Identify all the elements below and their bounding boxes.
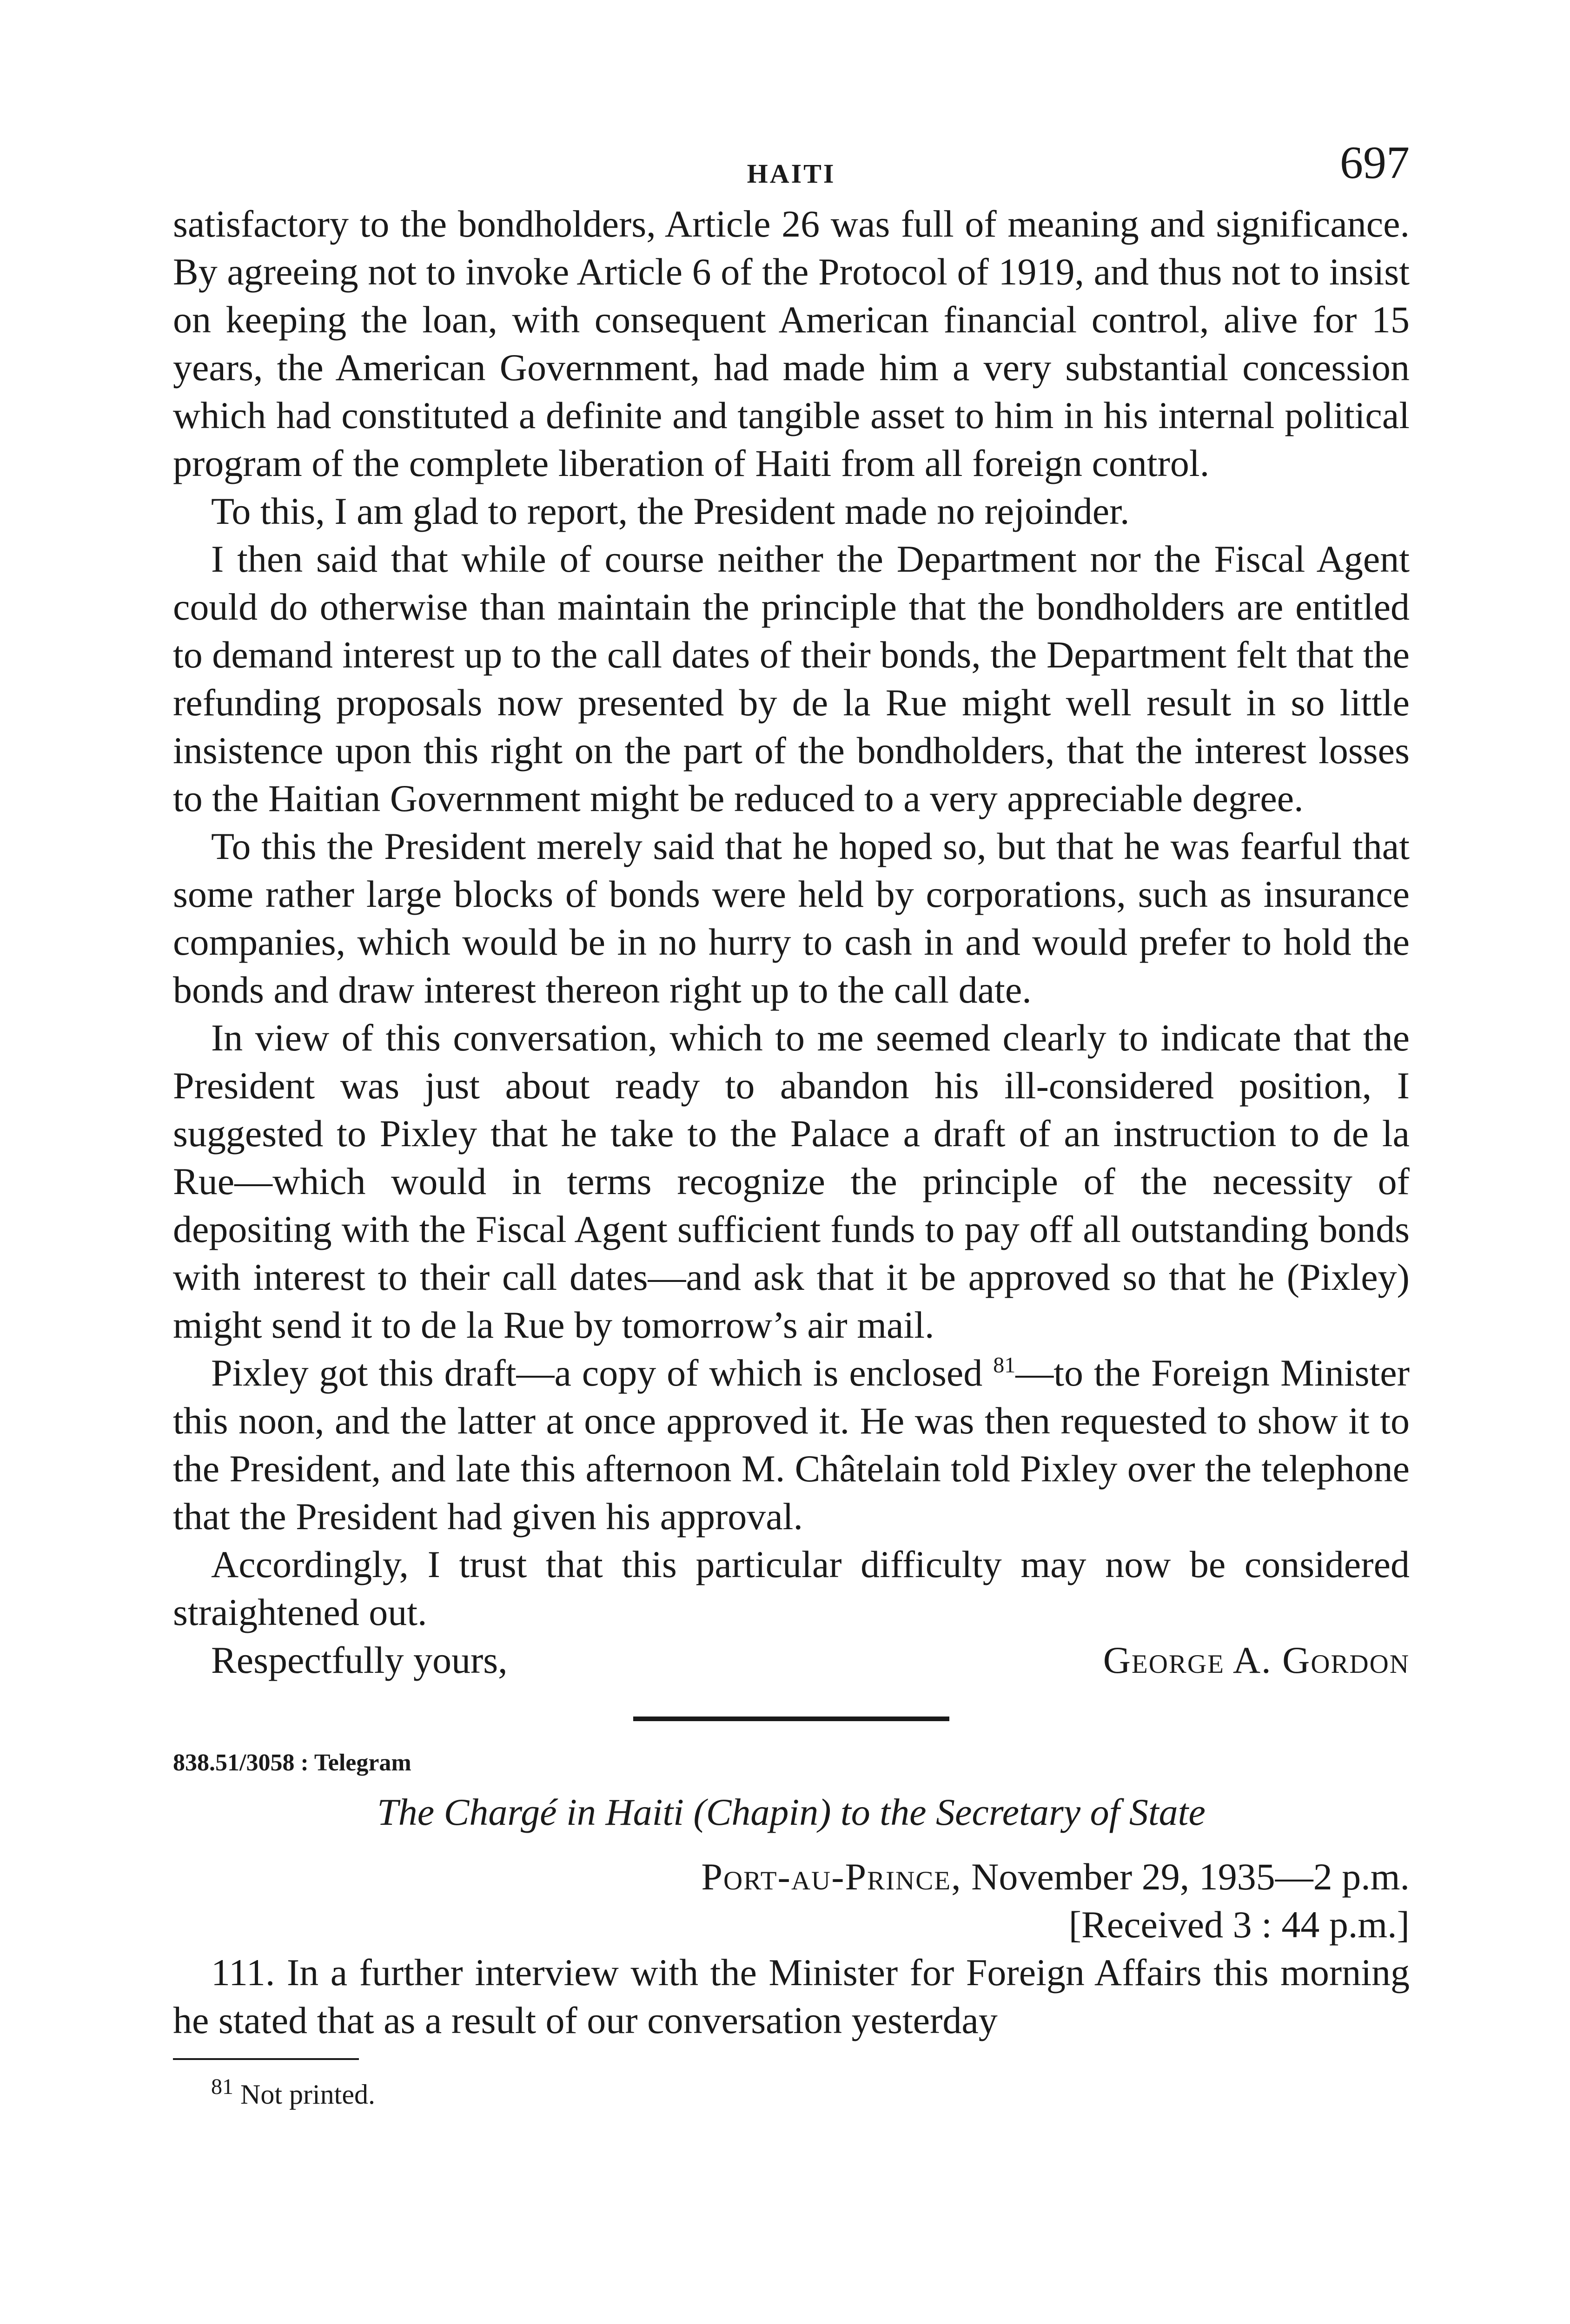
paragraph: satisfactory to the bondholders, Article 26 was full of meaning and significance. By agreeing not to invoke Article 6 of the Protocol of 1919, and thus not to insist on keeping the loan, with consequent American financial control, alive for 15 years, the American Government, had made him a very substantial concession which had constituted a definite and tangible asset to him in his internal political program of the complete liberation of Haiti from all foreign control. [173, 203, 1410, 484]
date: November 29, 1935—2 p.m. [961, 1855, 1410, 1898]
paragraph: I then said that while of course neither the Department nor the Fiscal Agent could do otherwise than maintain the principle that the bondholders are entitled to demand interest up to the call dates of their bonds, the Department felt that the refunding proposals now presented by de la Rue might well result in so little insistence upon this right on the part of the bondholders, that the interest losses to the Haitian Government might be reduced to a very appreciable degree. [173, 538, 1410, 819]
section-divider [633, 1717, 949, 1721]
paragraph: Accordingly, I trust that this particular difficulty may now be considered straightened out. [173, 1543, 1410, 1633]
dateline [173, 1853, 1410, 1948]
place-date [173, 1853, 1410, 1901]
running-head [173, 139, 1410, 200]
document-title: The Chargé in Haiti (Chapin) to the Secretary of State [377, 1791, 1206, 1833]
telegram-body [173, 1948, 1410, 2044]
footnote-number: 81 [211, 2074, 233, 2099]
paragraph: In view of this conversation, which to me seemed clearly to indicate that the President was just about ready to abandon his ill-considered position, I suggested to Pixley that he take to the Palace a draft of an instruction to de la Rue—which would in terms recognize the principle of the necessity of depositing with the Fiscal Agent sufficient funds to pay off all outstanding bonds with interest to their call dates—and ask that it be approved so that he (Pixley) might send it to de la Rue by tomorrow’s air mail. [173, 1017, 1410, 1346]
received-time: [Received 3 : 44 p.m.] [1068, 1903, 1410, 1946]
paragraph: To this the President merely said that he hoped so, but that he was fearful that some rather large blocks of bonds were held by corporations, such as insurance companies, which would be in no hurry to cash in and would prefer to hold the bonds and draw interest thereon right up to the call date. [173, 825, 1410, 1011]
paragraph: To this, I am glad to report, the President made no rejoinder. [211, 490, 1130, 532]
place: Port-au-Prince, [701, 1855, 962, 1898]
signatory-name: George A. Gordon [1103, 1639, 1410, 1681]
footnote-text: Not printed. [233, 2079, 375, 2110]
paragraph-text: Pixley got this draft—a copy of which is enclosed [211, 1352, 994, 1394]
signature-block [173, 1636, 1410, 1684]
letter-body [173, 200, 1410, 1684]
page-number: 697 [1340, 137, 1410, 188]
footnote [173, 2074, 1410, 2111]
paragraph-text: —to the Foreign Minister this noon, and the latter at once approved it. He was then requested to show it to the President, and late this afternoon M. Châtelain told Pixley over the telephone that the President had given his approval. [173, 1352, 1410, 1538]
running-title: HAITI [747, 158, 836, 189]
closing: Respectfully yours, [211, 1639, 508, 1681]
paragraph: 111. In a further interview with the Minister for Foreign Affairs this morning he stated that as a result of our conversation yesterday [173, 1951, 1410, 2041]
footnote-divider [173, 2058, 359, 2060]
paragraph [173, 1349, 1410, 1540]
footnote-reference[interactable]: 81 [993, 1353, 1016, 1378]
file-reference: 838.51/3058 : Telegram [173, 1750, 411, 1776]
document-page [173, 139, 1410, 2111]
